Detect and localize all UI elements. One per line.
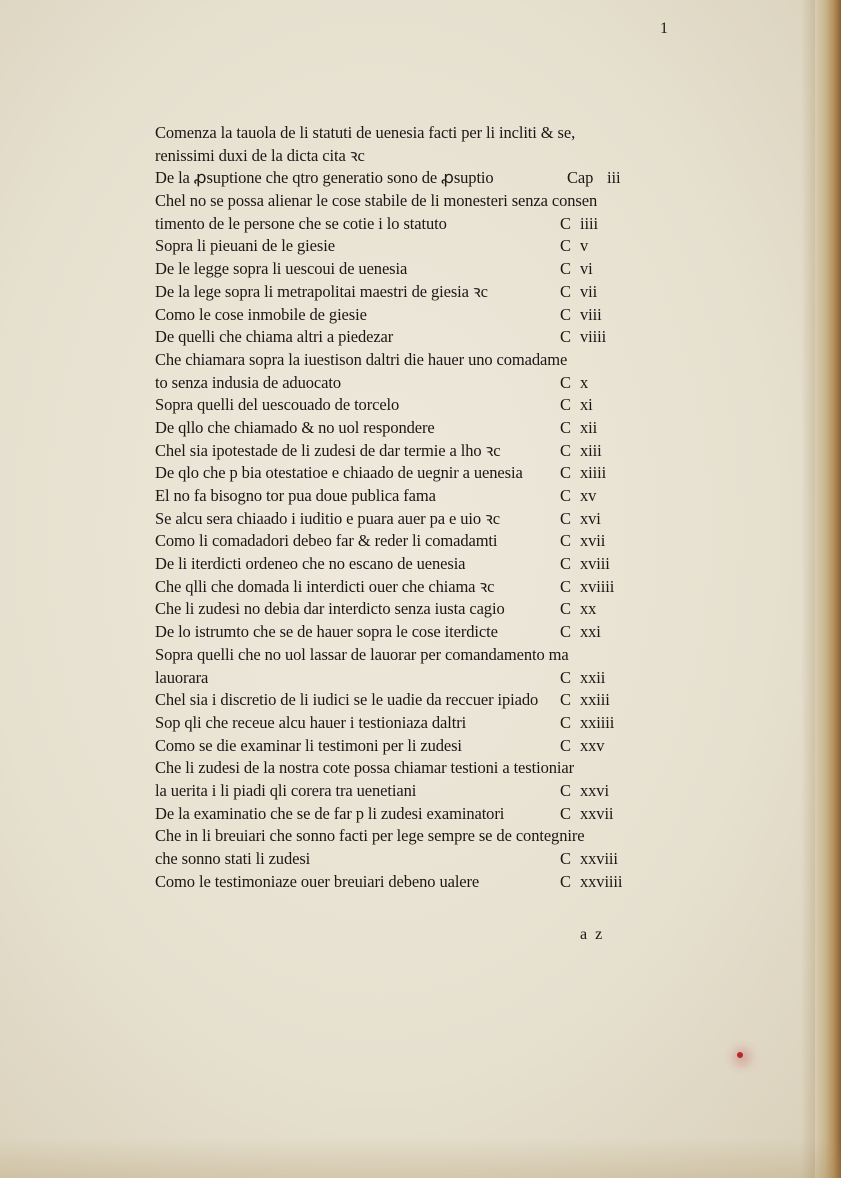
chapter-number: xvii (580, 531, 606, 551)
toc-line (155, 689, 645, 712)
toc-line (155, 644, 645, 667)
toc-line (155, 712, 645, 735)
chapter-number: xxv (580, 735, 605, 755)
chapter-number: iiii (580, 213, 598, 233)
folio-number: 1 (660, 20, 668, 37)
toc-line (155, 621, 645, 644)
chapter-label: C (560, 327, 571, 347)
entry-text: Chel sia ipotestade de li zudesi de dar termie a lho ꝛc (155, 440, 501, 460)
toc-line (155, 803, 645, 826)
chapter-number: viiii (580, 327, 607, 347)
chapter-label: C (560, 849, 571, 868)
chapter-number: xxiii (580, 690, 610, 710)
chapter-label: C (560, 871, 571, 891)
toc-line (155, 848, 645, 871)
toc-line (155, 462, 645, 485)
chapter-label: C (560, 395, 571, 415)
toc-line (155, 508, 645, 531)
chapter-number: vii (580, 281, 598, 301)
toc-line (155, 667, 645, 690)
signature-mark: a z (580, 926, 605, 943)
entry-text: De le legge sopra li uescoui de uenesia (155, 259, 408, 279)
entry-text: lauorara (155, 667, 209, 687)
toc-line (155, 304, 645, 327)
toc-line (155, 349, 645, 372)
entry-text: De li iterdicti ordeneo che no escano de uenesia (155, 554, 466, 574)
chapter-number: v (580, 236, 589, 256)
chapter-label: C (560, 735, 571, 755)
chapter-number: xii (580, 417, 598, 437)
chapter-number: xviii (580, 554, 610, 574)
chapter-number: xviiii (580, 576, 615, 596)
chapter-label: C (560, 622, 571, 642)
chapter-number: xiii (580, 440, 602, 460)
chapter-number: xxii (580, 667, 606, 687)
chapter-label: C (560, 304, 571, 324)
chapter-number: xi (580, 395, 593, 415)
chapter-label: C (560, 667, 571, 687)
heading-line (155, 145, 645, 168)
chapter-number: xxi (580, 622, 601, 642)
chapter-number: xxiiii (580, 712, 615, 732)
entry-text: De la examinatio che se de far p li zudesi examinatori (155, 803, 505, 823)
toc-line (155, 871, 645, 894)
entry-text: Chel sia i discretio de li iudici se le uadie da reccuer ipiado (155, 690, 539, 710)
chapter-label: C (560, 417, 571, 437)
toc-line (155, 258, 645, 281)
toc-line (155, 281, 645, 304)
toc-line (155, 326, 645, 349)
toc-line (155, 757, 645, 780)
chapter-label: C (560, 712, 571, 732)
chapter-label: C (560, 236, 571, 256)
chapter-number: xxvi (580, 780, 609, 800)
entry-text: Sop qli che receue alcu hauer i testioniaza daltri (155, 712, 467, 732)
chapter-number: xxviiii (580, 871, 623, 891)
chapter-label: C (560, 463, 571, 483)
entry-text: De quelli che chiama altri a piedezar (155, 327, 394, 347)
heading-line (155, 122, 645, 145)
chapter-label: C (560, 690, 571, 710)
entry-text: che sonno stati li zudesi (155, 849, 311, 868)
entry-text: Che li zudesi de la nostra cote possa chiamar testioni a testioniar (155, 758, 574, 778)
page-stain (0, 1138, 841, 1178)
chapter-number: iii (607, 168, 621, 188)
chapter-label: C (560, 554, 571, 574)
chapter-label: C (560, 599, 571, 619)
entry-text: De qlo che p bia otestatioe e chiaado de uegnir a uenesia (155, 463, 523, 483)
chapter-number: xxviii (580, 849, 618, 868)
chapter-number: viii (580, 304, 602, 324)
entry-text: De qllo che chiamado & no uol respondere (155, 417, 435, 437)
entry-text: Como le cose inmobile de giesie (155, 304, 367, 324)
page-edge-shadow (801, 0, 815, 1178)
page-fore-edge (815, 0, 841, 1178)
entry-text: Che chiamara sopra la iuestison daltri die hauer uno comadame (155, 349, 568, 369)
entry-text: Chel no se possa alienar le cose stabile de li monesteri senza consen (155, 191, 598, 211)
entry-text: De la ꝓsuptione che qtro generatio sono de ꝓsuptio (155, 168, 494, 188)
chapter-label: C (560, 531, 571, 551)
entry-text: Sopra quelli del uescouado de torcelo (155, 395, 400, 415)
entry-text: Como se die examinar li testimoni per li zudesi (155, 735, 462, 755)
toc-line (155, 553, 645, 576)
entry-text: Sopra li pieuani de le giesie (155, 236, 335, 256)
entry-text: El no fa bisogno tor pua doue publica fama (155, 486, 436, 505)
heading-text-2: renissimi duxi de la dicta cita ꝛc (155, 145, 365, 165)
entry-text: De lo istrumto che se de hauer sopra le cose iterdicte (155, 622, 498, 642)
entry-text: Se alcu sera chiaado i iuditio e puara auer pa e uio ꝛc (155, 508, 501, 528)
table-of-contents (155, 122, 645, 893)
toc-line (155, 598, 645, 621)
chapter-label: C (560, 576, 571, 596)
toc-line (155, 372, 645, 395)
entry-text: to senza indusia de aduocato (155, 372, 341, 392)
chapter-label: C (560, 803, 571, 823)
chapter-label: C (560, 259, 571, 279)
toc-line (155, 190, 645, 213)
entry-text: Che qlli che domada li interdicti ouer che chiama ꝛc (155, 576, 495, 596)
toc-line (155, 825, 645, 848)
toc-line (155, 167, 645, 190)
toc-line (155, 485, 645, 508)
toc-line (155, 440, 645, 463)
toc-line (155, 780, 645, 803)
chapter-number: xv (580, 486, 597, 505)
chapter-label: C (560, 440, 571, 460)
toc-line (155, 530, 645, 553)
toc-line (155, 735, 645, 758)
entry-text: Sopra quelli che no uol lassar de lauorar per comandamento ma (155, 644, 569, 664)
toc-line (155, 235, 645, 258)
chapter-number: xiiii (580, 463, 607, 483)
chapter-label: C (560, 486, 571, 505)
toc-line (155, 213, 645, 236)
entry-text: timento de le persone che se cotie i lo statuto (155, 213, 447, 233)
chapter-label: C (560, 508, 571, 528)
entry-text: De la lege sopra li metrapolitai maestri de giesia ꝛc (155, 281, 488, 301)
chapter-label: Cap (567, 168, 594, 188)
chapter-label: C (560, 213, 571, 233)
chapter-label: C (560, 281, 571, 301)
toc-line (155, 394, 645, 417)
toc-line (155, 576, 645, 599)
entry-text: Como le testimoniaze ouer breuiari debeno ualere (155, 871, 480, 891)
entry-text: Che li zudesi no debia dar interdicto senza iusta cagio (155, 599, 505, 619)
chapter-number: xx (580, 599, 597, 619)
heading-text-1: Comenza la tauola de li statuti de uenesia facti per li incliti & se, (155, 123, 576, 142)
entry-text: Como li comadadori debeo far & reder li comadamti (155, 531, 498, 551)
chapter-label: C (560, 780, 571, 800)
chapter-label: C (560, 372, 571, 392)
chapter-number: x (580, 372, 589, 392)
chapter-number: xvi (580, 508, 601, 528)
entry-text: la uerita i li piadi qli corera tra uenetiani (155, 780, 417, 800)
entry-text: Che in li breuiari che sonno facti per lege sempre se de contegnire (155, 826, 585, 846)
chapter-number: xxvii (580, 803, 614, 823)
red-ink-dot (737, 1052, 743, 1058)
chapter-number: vi (580, 259, 593, 279)
toc-line (155, 417, 645, 440)
